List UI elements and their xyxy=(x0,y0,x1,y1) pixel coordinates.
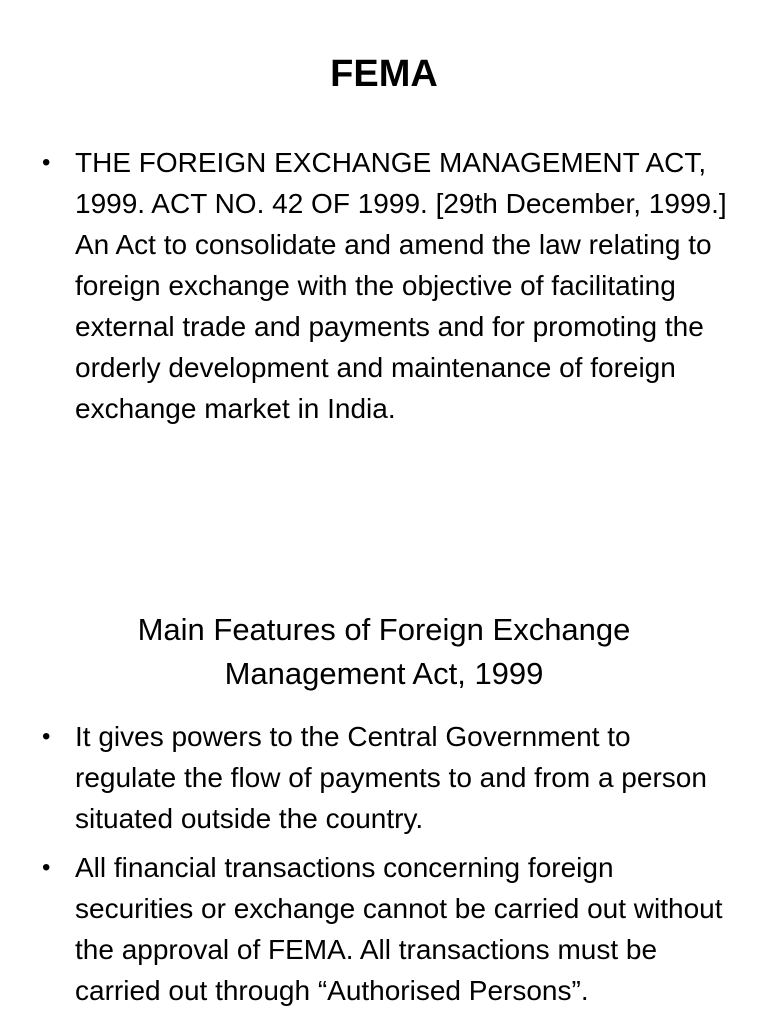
intro-bullet-list xyxy=(40,142,730,437)
page-title: FEMA xyxy=(330,53,438,95)
section-heading-line: Main Features of Foreign Exchange xyxy=(137,612,631,647)
features-bullet-list xyxy=(40,716,730,1019)
bullet-icon: • xyxy=(42,149,51,176)
section-heading xyxy=(0,608,768,696)
bullet-text: THE FOREIGN EXCHANGE MANAGEMENT ACT, 1999. ACT NO. 42 OF 1999. [29th December, 1999.] An Act to consolidate and amend the law relating to foreign exchange with the objective of facilitating external trade and payments and for promoting the orderly development and maintenance of foreign exchange market in India. xyxy=(75,147,727,424)
bullet-icon: • xyxy=(42,723,51,750)
list-item xyxy=(40,847,730,1011)
bullet-icon: • xyxy=(42,854,51,881)
list-item xyxy=(40,716,730,839)
section-heading-line: Management Act, 1999 xyxy=(224,656,544,691)
bullet-text: It gives powers to the Central Government to regulate the flow of payments to and from a person situated outside the country. xyxy=(75,721,707,834)
bullet-text: All financial transactions concerning foreign securities or exchange cannot be carried out without the approval of FEMA. All transactions must be carried out through “Authorised Persons”. xyxy=(75,852,723,1006)
list-item xyxy=(40,142,730,429)
